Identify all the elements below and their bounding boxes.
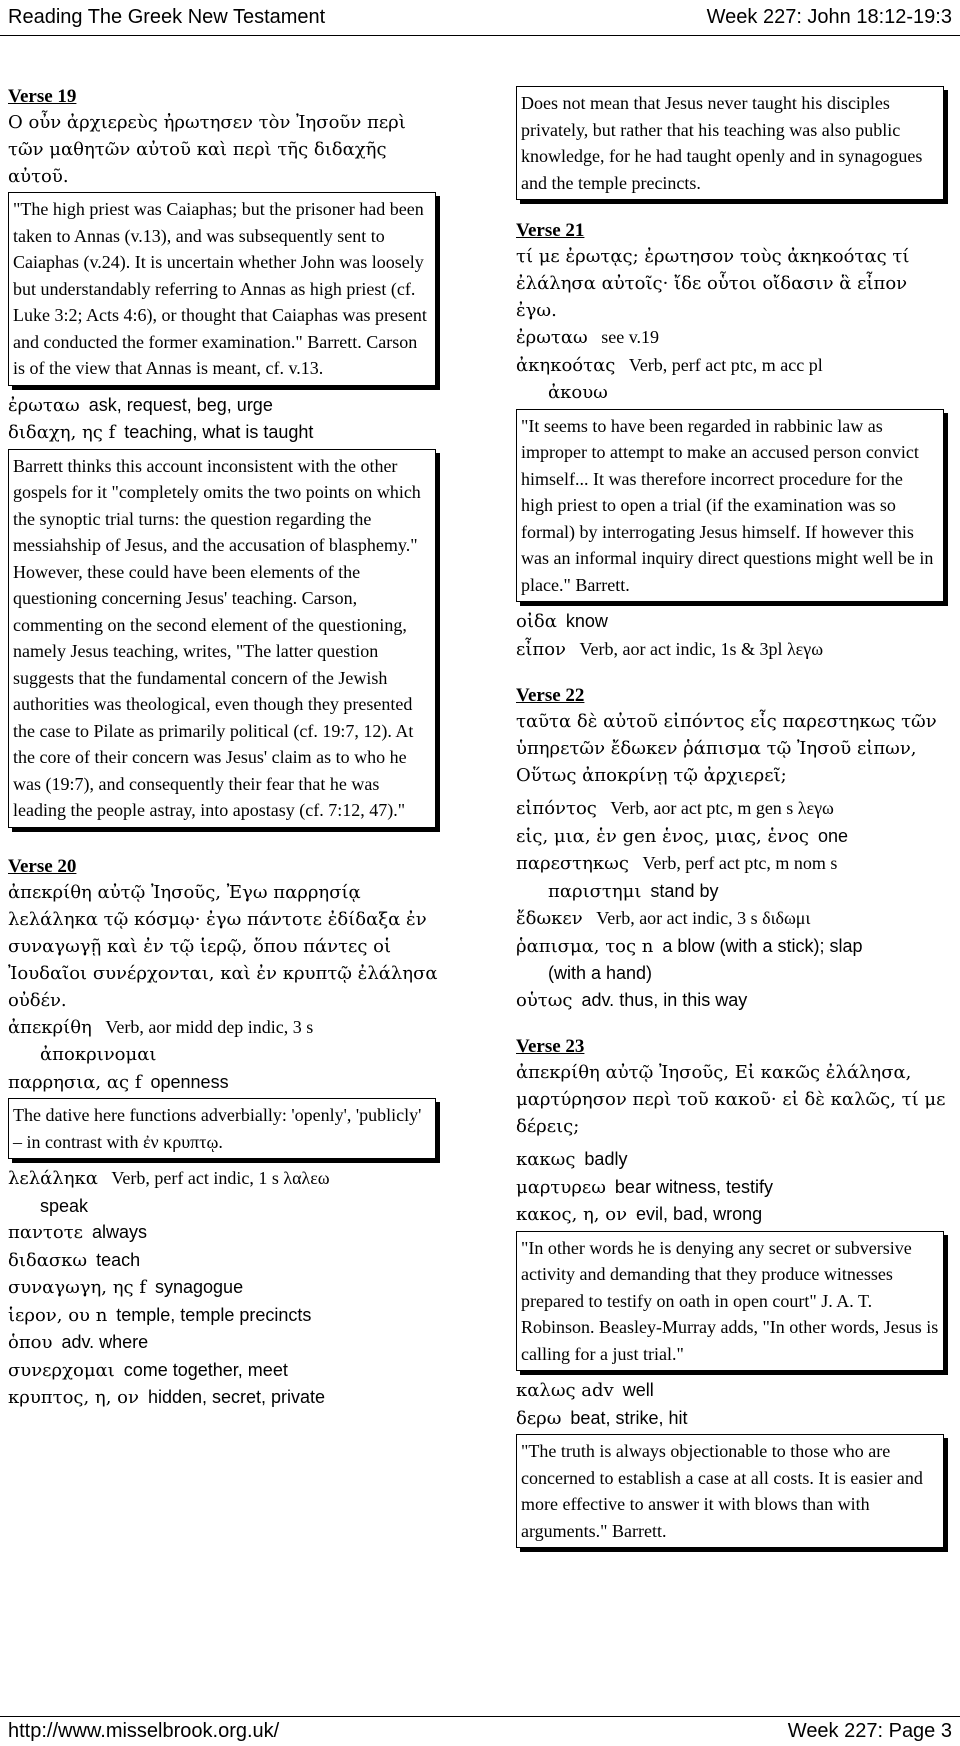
vocab-entry-cont — [8, 1041, 440, 1069]
vocab-entry — [8, 1219, 440, 1247]
vocab-entry — [516, 1201, 948, 1229]
vocab-entry — [516, 608, 948, 636]
vocab-gloss: speak — [40, 1195, 89, 1216]
vocab-word: ἀπεκρίθη — [8, 1016, 92, 1038]
vocab-word: εἰπόντος — [516, 798, 597, 819]
vocab-entry — [8, 1165, 440, 1193]
vocab-word: κακως — [516, 1149, 576, 1170]
vocab-word: παντοτε — [8, 1222, 84, 1243]
vocab-gloss: beat, strike, hit — [570, 1407, 688, 1428]
vocab-word: οἰδα — [516, 611, 557, 632]
verse-23-heading: Verse 23 — [516, 1036, 585, 1057]
vocab-word: συνερχομαι — [8, 1359, 115, 1381]
vocab-word: οὑτως — [516, 989, 573, 1011]
vocab-gloss: synagogue — [155, 1277, 244, 1297]
vocab-gloss: bear witness, testify — [614, 1176, 773, 1197]
vocab-word: ἔδωκεν — [516, 908, 583, 929]
vocab-gloss: stand by — [650, 880, 719, 901]
vocab-entry — [516, 1377, 948, 1405]
vocab-word: συναγωγη, ης f — [8, 1277, 146, 1298]
vocab-entry — [516, 1174, 948, 1202]
verse-19-note-barrett: Barrett thinks this account inconsistent with the other gospels for it "completely omits the two points on which the synoptic trial turns: the question regarding the messiahship of Jesus, and the accusation of blasphemy." However, these could have been elements of the questioning concerning Jesus' teaching. Carson, commenting on the second element of the questioning, namely Jesus teaching, writes, "The latter question suggests that the fundamental concern of the Jewish authorities was theological, even though they presented the case to Pilate as primarily political (cf. 19:7, 12). At the core of their concern was Jesus' claim as to who he was (19:7), and consequently their fear that he was leading the people astray, into apostasy (cf. 7:12, 47)." — [8, 449, 436, 828]
vocab-entry — [8, 1384, 440, 1412]
vocab-entry — [8, 1247, 440, 1275]
vocab-word: μαρτυρεω — [516, 1176, 606, 1198]
header-week: Week 227: John 18:12-19:3 — [706, 6, 952, 28]
vocab-gloss: adv. where — [61, 1332, 149, 1352]
verse-22-heading: Verse 22 — [516, 685, 585, 706]
vocab-entry — [516, 1146, 948, 1174]
vocab-gloss: a blow (with a stick); slap — [662, 935, 863, 956]
vocab-entry — [8, 1274, 440, 1302]
page-footer — [0, 1716, 960, 1746]
vocab-word: κακος, η, ον — [516, 1204, 628, 1225]
vocab-word: παρρησια, ας f — [8, 1071, 142, 1093]
vocab-word: ὁπου — [8, 1332, 53, 1353]
verse-23-note-robinson: "In other words he is denying any secret or subversive activity and demanding that they produce witnesses prepared to testify on oath in open court" J. A. T. Robinson. Beasley-Murray adds, "In other words, Jesus is calling for a just trial." — [516, 1231, 944, 1372]
verse-21-note-rabbinic: "It seems to have been regarded in rabbinic law as improper to attempt to make an accused person convict himself... It was therefore incorrect procedure for the high priest to open a trial (if the examination was so formal) by interrogating Jesus himself. If however this was an informal inquiry direct questions might well be in place." Barrett. — [516, 409, 944, 603]
vocab-word: δερω — [516, 1407, 562, 1429]
footer-page: Week 227: Page 3 — [787, 1720, 952, 1742]
vocab-gloss-cont: (with a hand) — [548, 963, 653, 983]
vocab-gloss: know — [565, 611, 608, 631]
vocab-entry — [8, 1329, 440, 1357]
vocab-parse: Verb, aor act indic, 3 s διδωμι — [596, 908, 811, 928]
verse-21-greek: τί με ἐρωτᾳς; ἐρωτησον τοὺς ἀκηκοότας τί ἐλάλησα αὐτοῖς· ἴδε οὗτοι οἴδασιν ἃ εἶπον ἐγω. — [516, 246, 910, 321]
footer-url: http://www.misselbrook.org.uk/ — [8, 1720, 280, 1742]
vocab-entry — [8, 392, 440, 420]
vocab-entry — [516, 850, 948, 878]
vocab-lemma: ἀκουω — [548, 382, 608, 403]
vocab-gloss: evil, bad, wrong — [636, 1204, 763, 1224]
vocab-gloss: teaching, what is taught — [124, 422, 314, 442]
vocab-gloss: well — [622, 1380, 654, 1400]
vocab-entry — [8, 1357, 440, 1385]
vocab-entry — [8, 1014, 440, 1042]
vocab-gloss: adv. thus, in this way — [581, 989, 748, 1010]
vocab-word: διδασκω — [8, 1249, 88, 1271]
vocab-entry — [516, 933, 948, 961]
vocab-word: εἱς, μια, ἑν gen ἑνος, μιας, ἑνος — [516, 825, 809, 847]
verse-19-greek: Ο οὖν ἀρχιερεὺς ἠρωτησεν τὸν Ἰησοῦν περὶ τῶν μαθητῶν αὐτοῦ καὶ περὶ τῆς διδαχῆς αὐτοῦ. — [8, 112, 406, 187]
vocab-entry-cont — [516, 878, 948, 906]
header-title: Reading The Greek New Testament — [8, 6, 326, 28]
verse-19-note-caiaphas: "The high priest was Caiaphas; but the prisoner had been taken to Annas (v.13), and was subsequently sent to Caiaphas (v.24). It is uncertain whether John was loosely but understandably referring to Annas as high priest (cf. Luke 3:2; Acts 4:6), or thought that Caiaphas was present and conducted the former examination." Barrett. Carson is of the view that Annas is meant, cf. v.13. — [8, 192, 436, 386]
vocab-entry — [516, 795, 948, 823]
vocab-gloss: temple, temple precincts — [116, 1304, 312, 1325]
vocab-parse: Verb, aor act indic, 1s & 3pl λεγω — [579, 638, 824, 659]
vocab-parse: Verb, perf act ptc, m nom s — [642, 853, 838, 873]
vocab-word: ἱερον, ου n — [8, 1304, 108, 1326]
vocab-gloss: teach — [96, 1249, 141, 1270]
vocab-word: παρεστηκως — [516, 853, 629, 874]
vocab-entry — [516, 987, 948, 1015]
vocab-word: εἶπον — [516, 638, 566, 660]
vocab-entry — [8, 419, 440, 447]
vocab-entry — [516, 1405, 948, 1433]
verse-20-note-public: Does not mean that Jesus never taught his disciples privately, but rather that his teaching was also public knowledge, for he had taught openly and in synagogues and the temple precincts. — [516, 86, 944, 200]
vocab-gloss: hidden, secret, private — [147, 1387, 326, 1407]
vocab-word: ἀκηκοότας — [516, 354, 616, 376]
vocab-entry — [8, 1069, 440, 1097]
vocab-parse: Verb, aor midd dep indic, 3 s — [105, 1016, 314, 1037]
page-header — [0, 0, 960, 36]
vocab-gloss: come together, meet — [123, 1359, 288, 1380]
left-column — [8, 86, 440, 1412]
vocab-word: ἐρωταω — [516, 327, 588, 348]
vocab-entry-cont — [516, 960, 948, 987]
vocab-lemma: παριστημι — [548, 880, 642, 902]
vocab-entry-cont — [516, 379, 948, 407]
vocab-entry — [516, 823, 948, 851]
vocab-word: διδαχη, ης f — [8, 422, 116, 443]
vocab-gloss: always — [92, 1222, 148, 1242]
vocab-entry — [8, 1302, 440, 1330]
verse-22-greek: ταῦτα δὲ αὐτοῦ εἰπόντος εἷς παρεστηκως τῶν ὑπηρετῶν ἔδωκεν ῥάπισμα τῷ Ἰησοῦ εἰπων, Οὕτως ἀποκρίνῃ τῷ ἀρχιερεῖ; — [516, 711, 937, 786]
vocab-parse: Verb, perf act ptc, m acc pl — [628, 354, 823, 375]
vocab-gloss: badly — [584, 1149, 628, 1169]
vocab-entry — [516, 352, 948, 380]
vocab-gloss: ask, request, beg, urge — [88, 394, 273, 415]
vocab-entry — [516, 905, 948, 933]
verse-20-greek: ἀπεκρίθη αὐτῷ Ἰησοῦς, Ἐγω παρρησίᾳ λελάληκα τῷ κόσμῳ· ἐγω πάντοτε ἐδίδαξα ἐν συναγωγῇ καὶ ἐν τῷ ἱερῷ, ὅπου πάντες οἱ Ἰουδαῖοι συνέρχονται, καὶ ἐν κρυπτῷ ἐλάλησα οὐδέν. — [8, 881, 438, 1011]
right-column — [516, 86, 948, 1554]
vocab-gloss: openness — [150, 1071, 229, 1092]
vocab-word: καλως adv — [516, 1380, 614, 1401]
vocab-entry — [516, 636, 948, 664]
vocab-lemma: ἀποκρινομαι — [40, 1044, 157, 1065]
verse-19-heading: Verse 19 — [8, 86, 77, 107]
verse-20-heading: Verse 20 — [8, 855, 77, 877]
verse-23-note-barrett: "The truth is always objectionable to those who are concerned to establish a case at all costs. It is easier and more effective to answer it with blows than with arguments." Barrett. — [516, 1434, 944, 1548]
vocab-entry-cont — [8, 1193, 440, 1220]
vocab-word: ἐρωταω — [8, 394, 80, 416]
verse-20-note-dative: The dative here functions adverbially: 'openly', 'publicly' – in contrast with ἐν κρυπτῳ. — [8, 1098, 436, 1159]
vocab-word: λελάληκα — [8, 1168, 98, 1189]
vocab-gloss: one — [818, 825, 849, 846]
vocab-entry — [516, 324, 948, 352]
verse-21-heading: Verse 21 — [516, 220, 585, 241]
vocab-parse: Verb, perf act indic, 1 s λαλεω — [111, 1168, 330, 1188]
vocab-gloss: see v.19 — [601, 327, 660, 347]
vocab-word: ῥαπισμα, τος n — [516, 935, 654, 957]
vocab-parse: Verb, aor act ptc, m gen s λεγω — [610, 798, 834, 818]
vocab-word: κρυπτος, η, ον — [8, 1387, 139, 1408]
verse-23-greek: ἀπεκρίθη αὐτῷ Ἰησοῦς, Εἰ κακῶς ἐλάλησα, μαρτύρησον περὶ τοῦ κακοῦ· εἰ δὲ καλῶς, τί με δέρεις; — [516, 1062, 946, 1137]
